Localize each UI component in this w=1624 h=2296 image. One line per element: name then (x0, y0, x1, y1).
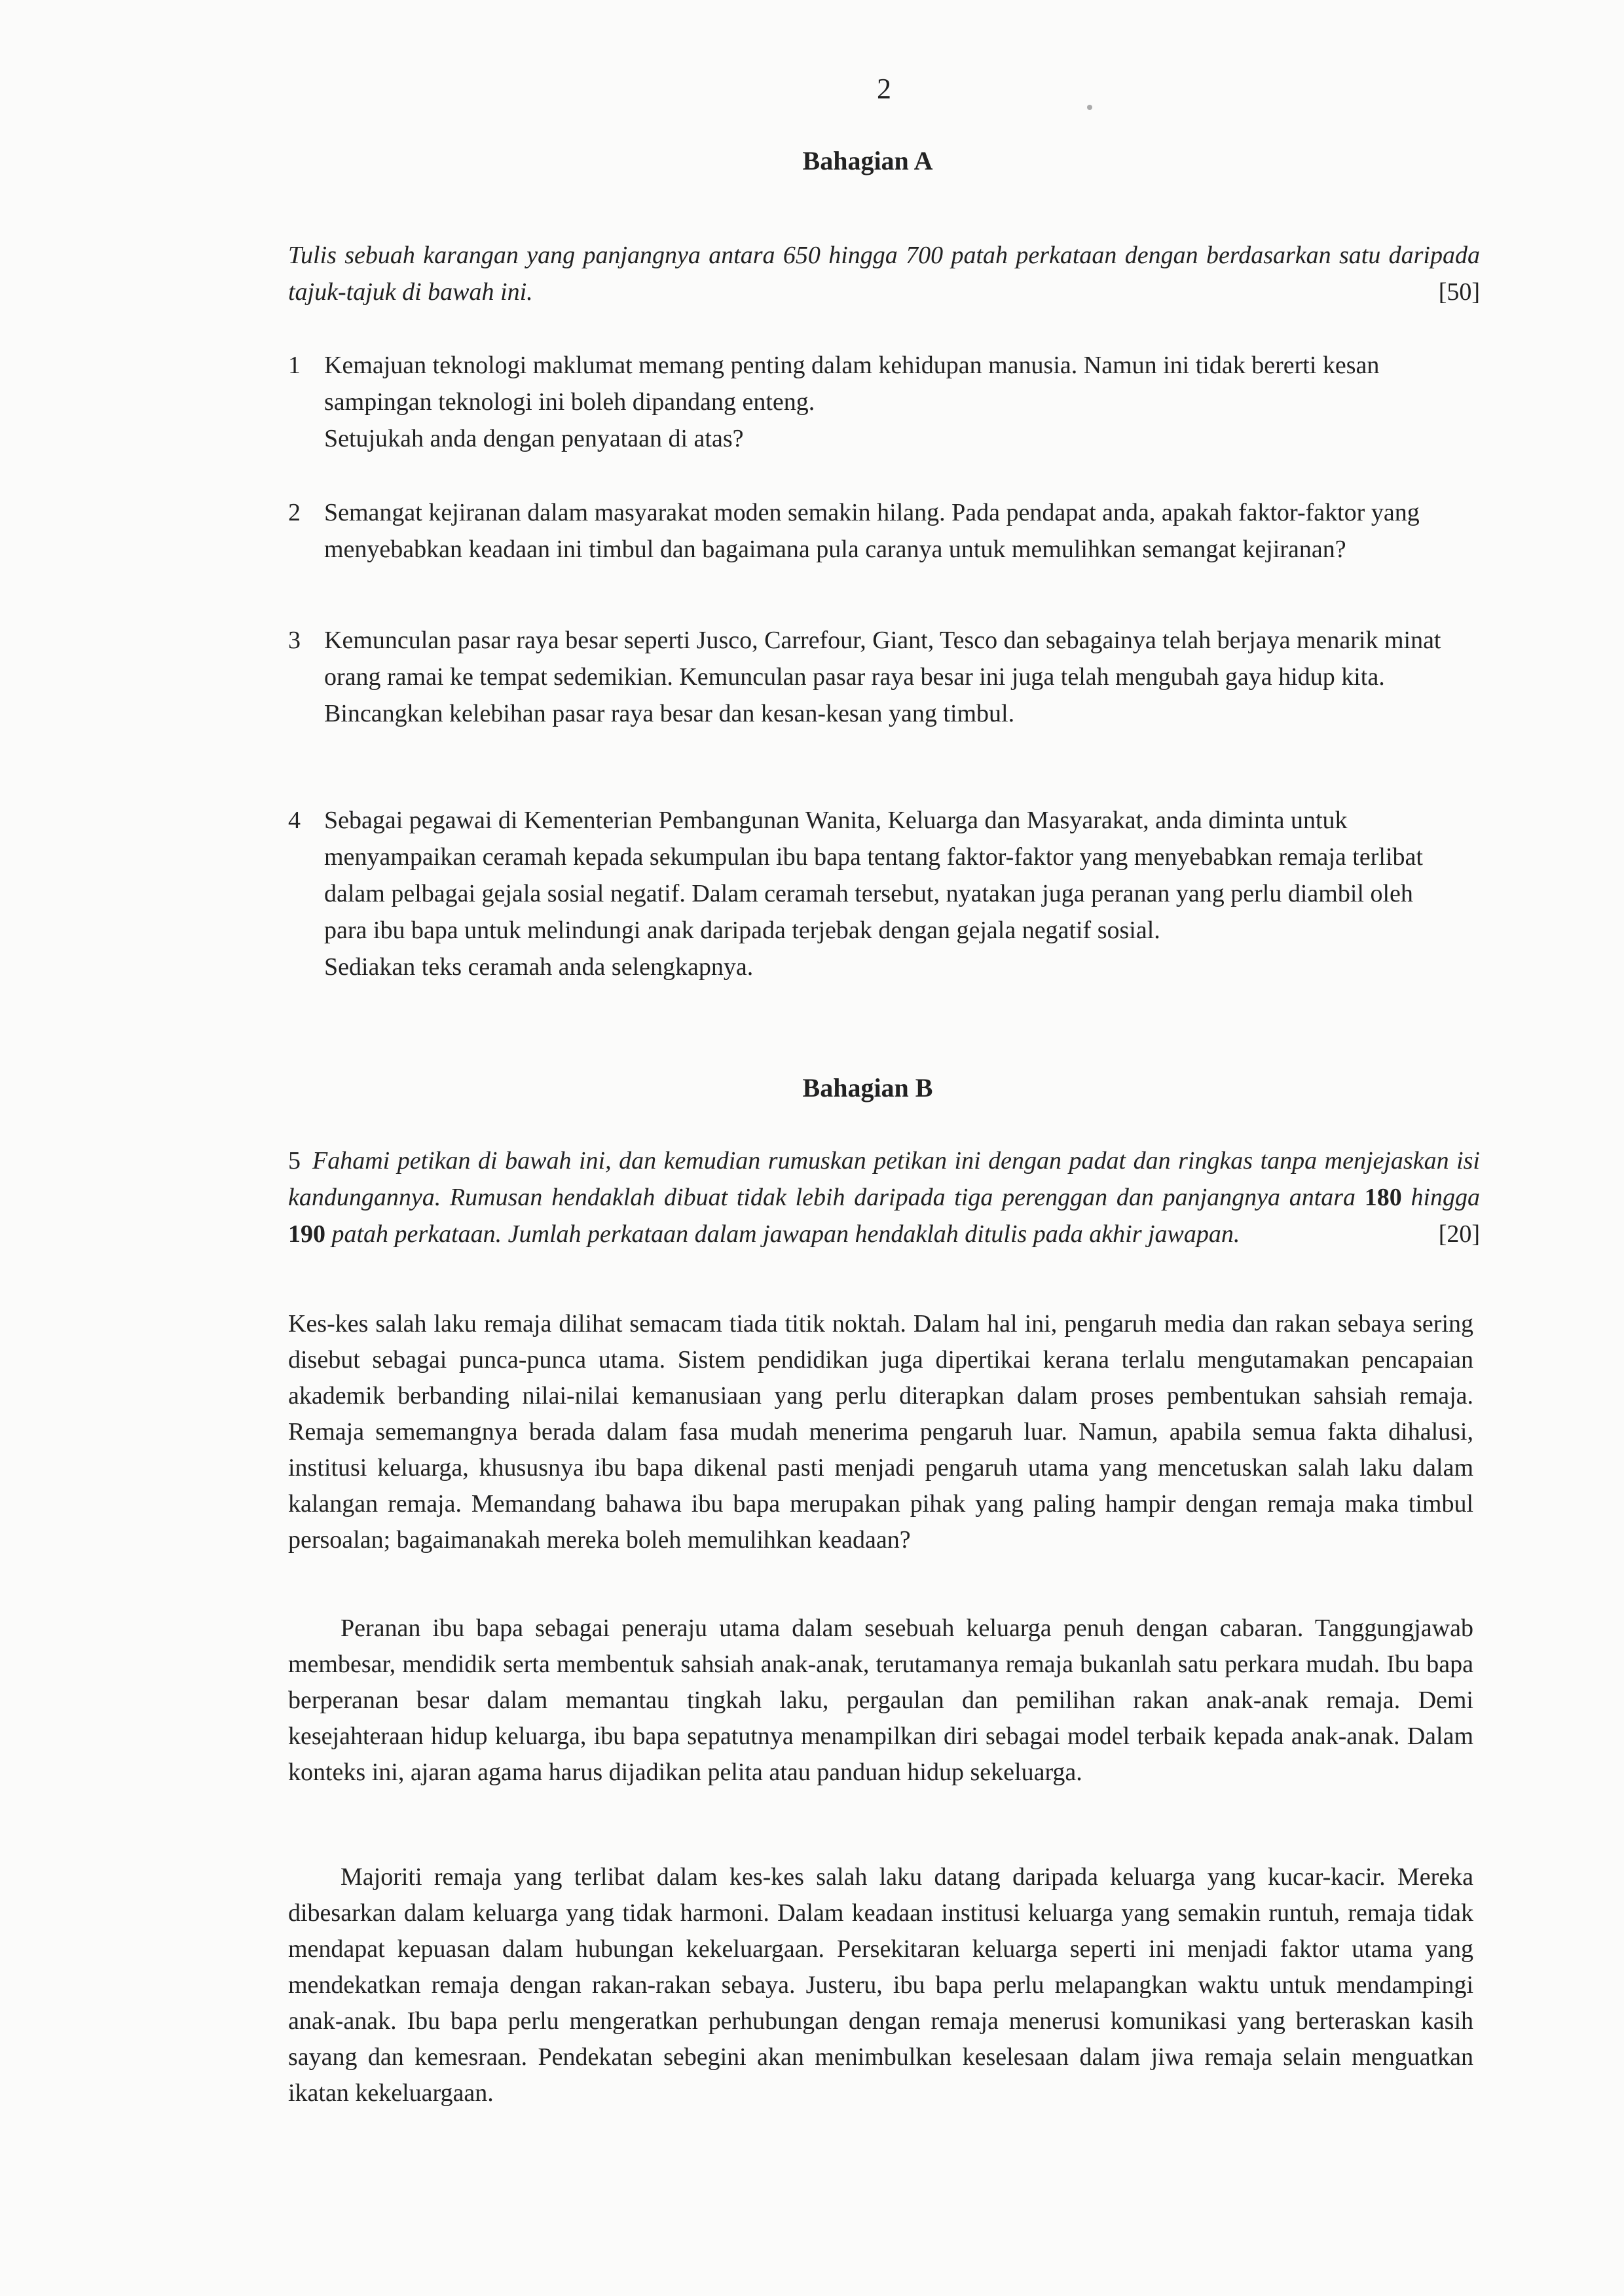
question-text: Kemunculan pasar raya besar seperti Jusco, Carrefour, Giant, Tesco dan sebagainya telah berjaya menarik minat orang ramai ke tempat sedemikian. Kemunculan pasar raya besar ini juga telah mengubah gaya hidup kita. (324, 627, 1441, 691)
scan-speck (1087, 105, 1092, 110)
section-a-title: Bahagian A (802, 146, 933, 175)
section-b-instruction (288, 1142, 1480, 1252)
section-a-instruction-text: Tulis sebuah karangan yang panjangnya antara 650 hingga 700 patah perkataan dengan berdasarkan satu daripada tajuk-tajuk di bawah ini. (288, 242, 1480, 306)
section-b-marks: [20] (1438, 1220, 1480, 1248)
question-text: Sebagai pegawai di Kementerian Pembangunan Wanita, Keluarga dan Masyarakat, anda diminta untuk menyampaikan ceramah kepada sekumpulan ibu bapa tentang faktor-faktor yang menyebabkan remaja terlibat dalam pelbagai gejala sosial negatif. Dalam ceramah tersebut, nyatakan juga peranan yang perlu diambil oleh para ibu bapa untuk melindungi anak daripada terjebak dengan gejala negatif sosial. (324, 807, 1423, 944)
question-prompt: Bincangkan kelebihan pasar raya besar dan kesan-kesan yang timbul. (324, 700, 1015, 727)
question-4 (288, 802, 1460, 985)
instruction-part1: Fahami petikan di bawah ini, dan kemudian rumuskan petikan ini dengan padat dan ringkas tanpa menjejaskan isi kandungannya. Rumusan hendaklah dibuat tidak lebih daripada tiga perenggan dan panjangnya antara (288, 1147, 1480, 1211)
section-a-instruction (288, 237, 1480, 310)
instruction-part2: patah perkataan. Jumlah perkataan dalam jawapan hendaklah ditulis pada akhir jawapan. (331, 1220, 1240, 1248)
passage-paragraph-1: Kes-kes salah laku remaja dilihat semacam tiada titik noktah. Dalam hal ini, pengaruh media dan rakan sebaya sering disebut sebagai punca-punca utama. Sistem pendidikan juga dipertikai kerana terlalu mengutamakan pencapaian akademik berbanding nilai-nilai kemanusiaan yang perlu diterapkan dalam proses pembentukan sahsiah remaja. Remaja sememangnya berada dalam fasa mudah menerima pengaruh luar. Namun, apabila semua fakta dihalusi, institusi keluarga, khususnya ibu bapa dikenal pasti menjadi pengaruh utama yang mencetuskan salah laku dalam kalangan remaja. Memandang bahawa ibu bapa merupakan pihak yang paling hampir dengan remaja maka timbul persoalan; bagaimanakah mereka boleh memulihkan keadaan? (288, 1310, 1473, 1554)
question-3 (288, 622, 1460, 732)
word-join: hingga (1411, 1184, 1481, 1211)
page-number: 2 (877, 73, 891, 105)
question-text: Kemajuan teknologi maklumat memang penting dalam kehidupan manusia. Namun ini tidak bererti kesan sampingan teknologi ini boleh dipandang enteng. (324, 352, 1380, 416)
question-prompt: Sediakan teks ceramah anda selengkapnya. (324, 953, 754, 981)
question-number: 2 (288, 499, 301, 526)
question-1 (288, 347, 1460, 457)
question-2 (288, 494, 1460, 568)
word-max: 190 (288, 1220, 325, 1248)
section-a-marks: [50] (1438, 278, 1480, 306)
passage-paragraph-3: Majoriti remaja yang terlibat dalam kes-kes salah laku datang daripada keluarga yang kucar-kacir. Mereka dibesarkan dalam keluarga yang tidak harmoni. Dalam keadaan institusi keluarga yang semakin runtuh, remaja tidak mendapat kepuasan dalam hubungan kekeluargaan. Persekitaran keluarga seperti ini menjadi faktor utama yang mendekatkan remaja dengan rakan-rakan sebaya. Justeru, ibu bapa perlu melapangkan waktu untuk mendampingi anak-anak. Ibu bapa perlu mengeratkan perhubungan dengan remaja menerusi komunikasi yang berteraskan kasih sayang dan kemesraan. Pendekatan sebegini akan menimbulkan keselesaan dalam jiwa remaja selain menguatkan ikatan kekeluargaan. (288, 1863, 1473, 2107)
question-text: Semangat kejiranan dalam masyarakat moden semakin hilang. Pada pendapat anda, apakah faktor-faktor yang menyebabkan keadaan ini timbul dan bagaimana pula caranya untuk memulihkan semangat kejiranan? (324, 499, 1420, 563)
question-prompt: Setujukah anda dengan penyataan di atas? (324, 425, 744, 452)
passage-paragraph-2: Peranan ibu bapa sebagai peneraju utama dalam sesebuah keluarga penuh dengan cabaran. Tanggungjawab membesar, mendidik serta membentuk sahsiah anak-anak, terutamanya remaja bukanlah satu perkara mudah. Ibu bapa berperanan besar dalam memantau tingkah laku, pergaulan dan pemilihan rakan anak-anak remaja. Demi kesejahteraan hidup keluarga, ibu bapa sepatutnya menampilkan diri sebagai model terbaik kepada anak-anak. Dalam konteks ini, ajaran agama harus dijadikan pelita atau panduan hidup sekeluarga. (288, 1614, 1473, 1786)
section-b-title: Bahagian B (802, 1073, 933, 1102)
question-number: 4 (288, 807, 301, 834)
word-min: 180 (1364, 1184, 1402, 1211)
question-5-number: 5 (288, 1147, 301, 1175)
question-number: 1 (288, 352, 301, 379)
question-number: 3 (288, 627, 301, 654)
